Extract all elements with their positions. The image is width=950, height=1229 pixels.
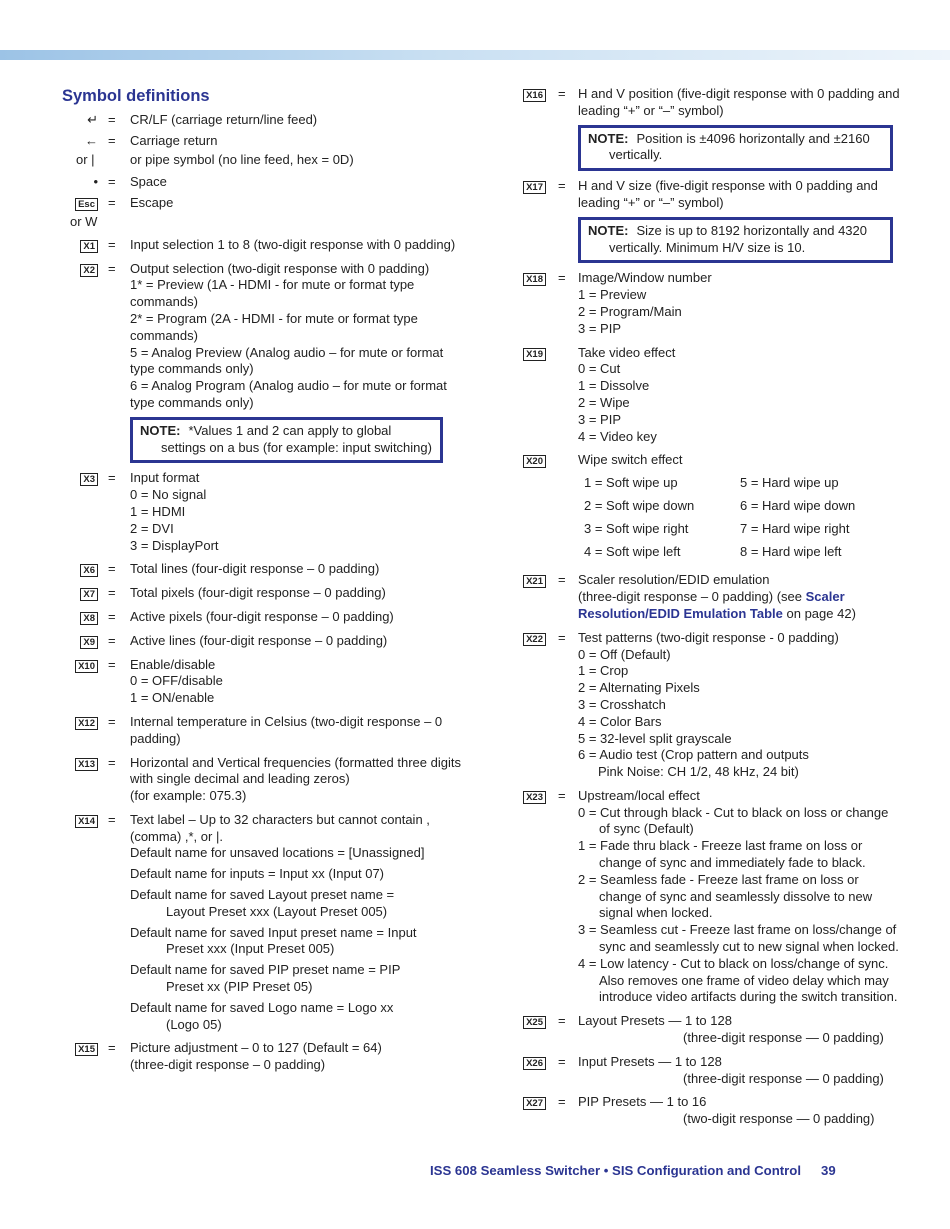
note-box: NOTE: *Values 1 and 2 can apply to global settings on a bus (for example: input switching): [130, 417, 443, 464]
emulation-table-link[interactable]: Scaler Resolution/EDID Emulation Table: [578, 589, 845, 621]
def-x25: X25 = Layout Presets — 1 to 128 (three-digit response — 0 padding): [522, 1013, 902, 1047]
def-crlf: ↵ = CR/LF (carriage return/line feed): [62, 112, 462, 129]
page-footer: [430, 1163, 836, 1180]
def-x14: X14 = Text label – Up to 32 characters but cannot contain , (comma) ,*, or |. Default name for unsaved locations = [Unassigned] Default name for inputs = Input xx (Input 07) Default name for saved Layout preset name = Layout Preset xxx (Layout Preset 005) Default name for saved Input preset name = Input Preset xxx (Input Preset 005) Default name for saved PIP preset name = PIP Preset xx (PIP Preset 05) Default name for saved Logo name = Logo xx (Logo 05): [62, 812, 462, 1034]
note-box: NOTE: Position is ±4096 horizontally and ±2160 vertically.: [578, 125, 893, 172]
left-column: [62, 86, 462, 1081]
def-x12: X12 = Internal temperature in Celsius (two-digit response – 0 padding): [62, 714, 462, 748]
note-box: NOTE: Size is up to 8192 horizontally and 4320 vertically. Minimum H/V size is 10.: [578, 217, 893, 264]
def-x1: X1 = Input selection 1 to 8 (two-digit response with 0 padding): [62, 237, 462, 254]
def-x13: X13 = Horizontal and Vertical frequencies (formatted three digits with single decimal and leading zeros) (for example: 075.3): [62, 755, 462, 805]
wipe-effect-grid: 1 = Soft wipe up 5 = Hard wipe up 2 = Soft wipe down 6 = Hard wipe down 3 = Soft wipe right 7 = Hard wipe right 4 = Soft wipe left 8 = Hard wipe left: [584, 475, 856, 559]
escape-alt: or W: [70, 213, 98, 229]
def-space: • = Space: [62, 174, 462, 191]
carriage-return-icon: ←: [85, 132, 98, 148]
def-x19: X19 Take video effect 0 = Cut 1 = Dissolve 2 = Wipe 3 = PIP 4 = Video key: [522, 345, 902, 446]
def-x15: X15 = Picture adjustment – 0 to 127 (Default = 64) (three-digit response – 0 padding): [62, 1040, 462, 1074]
def-x22: X22 = Test patterns (two-digit response - 0 padding) 0 = Off (Default) 1 = Crop 2 = Alternating Pixels 3 = Crosshatch 4 = Color Bars 5 = 32-level split grayscale 6 = Audio test (Crop pattern and outputs Pink Noise: CH 1/2, 48 kHz, 24 bit): [522, 630, 902, 781]
space-icon: •: [93, 174, 98, 190]
def-x23: X23 = Upstream/local effect 0 = Cut through black - Cut to black on loss or change of sync (Default) 1 = Fade thru black - Freeze last frame on loss or change of sync and immediately fade to black. 2 = Seamless fade - Freeze last frame on loss or change of sync and seamlessly dissolve to new signal when locked. 3 = Seamless cut - Freeze last frame on loss/change of sync and seamlessly cut to new signal when locked. 4 = Low latency - Cut to black on loss/change of sync. Also removes one frame of video delay which may introduce video artifacts during the switch transition.: [522, 788, 902, 1006]
section-title: Symbol definitions: [62, 87, 210, 105]
def-x20: X20 Wipe switch effect 1 = Soft wipe up 5 = Hard wipe up 2 = Soft wipe down 6 = Hard wipe down 3 = Soft wipe right 7 = Hard wipe right 4 = Soft wipe left 8 = Hard wipe left: [522, 452, 902, 560]
header-bar: [0, 50, 950, 60]
def-x17: X17 = H and V size (five-digit response with 0 padding and leading “+” or “–” symbol) NOTE: Size is up to 8192 horizontally and 4320 vertically. Minimum H/V size is 10.: [522, 178, 902, 263]
def-x3: X3 = Input format 0 = No signal 1 = HDMI 2 = DVI 3 = DisplayPort: [62, 470, 462, 554]
def-cr: ← = Carriage return: [62, 133, 462, 150]
def-x9: X9 = Active lines (four-digit response – 0 padding): [62, 633, 462, 650]
def-x10: X10 = Enable/disable 0 = OFF/disable 1 = ON/enable: [62, 657, 462, 707]
def-x2: X2 = Output selection (two-digit response with 0 padding) 1* = Preview (1A - HDMI - for mute or format type commands) 2* = Program (2A - HDMI - for mute or format type commands) 5 = Analog Preview (Analog audio – for mute or format type commands only) 6 = Analog Program (Analog audio – for mute or format type commands only) NOTE: *Values 1 and 2 can apply to global settings on a bus (for example: input switching): [62, 261, 462, 464]
def-x8: X8 = Active pixels (four-digit response – 0 padding): [62, 609, 462, 626]
escape-icon: Esc: [75, 198, 98, 211]
def-cr-alt: or | or pipe symbol (no line feed, hex = 0D): [76, 151, 354, 167]
def-x26: X26 = Input Presets — 1 to 128 (three-digit response — 0 padding): [522, 1054, 902, 1088]
pipe-icon: or |: [76, 151, 95, 167]
footer-title: ISS 608 Seamless Switcher • SIS Configuration and Control: [430, 1163, 802, 1178]
def-escape: Esc = Escape: [62, 195, 462, 212]
def-x7: X7 = Total pixels (four-digit response – 0 padding): [62, 585, 462, 602]
right-column: [522, 86, 902, 1135]
crlf-icon: ↵: [87, 112, 98, 127]
def-x18: X18 = Image/Window number 1 = Preview 2 = Program/Main 3 = PIP: [522, 270, 902, 337]
def-x21: X21 = Scaler resolution/EDID emulation (three-digit response – 0 padding) (see Scaler Resolution/EDID Emulation Table on page 42): [522, 572, 902, 622]
def-x27: X27 = PIP Presets — 1 to 16 (two-digit response — 0 padding): [522, 1094, 902, 1128]
page-number: 39: [821, 1163, 836, 1178]
def-x16: X16 = H and V position (five-digit response with 0 padding and leading “+” or “–” symbol) NOTE: Position is ±4096 horizontally and ±2160 vertically.: [522, 86, 902, 171]
def-x6: X6 = Total lines (four-digit response – 0 padding): [62, 561, 462, 578]
